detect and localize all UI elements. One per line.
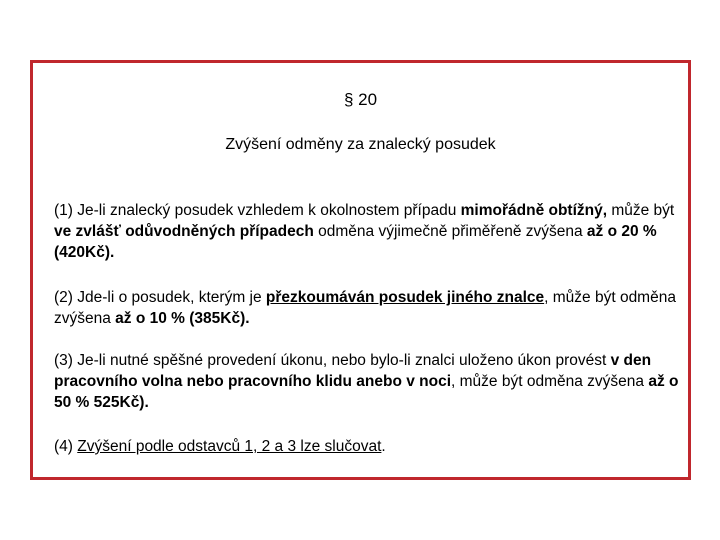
section-heading: Zvýšení odměny za znalecký posudek xyxy=(225,136,496,153)
paragraph-1-bold-a: mimořádně obtížný, xyxy=(460,202,608,219)
paragraph-1-text-a: (1) Je-li znalecký posudek vzhledem k okolnostem případu xyxy=(54,202,461,219)
paragraph-3-text-b: , může být odměna zvýšena xyxy=(451,373,649,390)
paragraph-4-underlined: Zvýšení podle odstavců 1, 2 a 3 lze slučovat xyxy=(77,438,382,455)
paragraph-1 xyxy=(54,200,686,263)
paragraph-3 xyxy=(54,350,686,413)
paragraph-4-text-a: (4) xyxy=(54,438,78,455)
paragraph-2-text-b: , může být odměna zvýšena xyxy=(54,289,676,327)
document-frame xyxy=(30,60,691,480)
paragraph-3-text-a: (3) Je-li nutné spěšné provedení úkonu, nebo bylo-li znalci uloženo úkon provést xyxy=(54,352,611,369)
paragraph-4-text-b: . xyxy=(381,438,386,455)
paragraph-2-bold-underlined: přezkoumáván posudek jiného znalce xyxy=(265,289,545,306)
paragraph-2 xyxy=(54,287,686,329)
paragraph-1-bold-c: až o 20 % (420Kč). xyxy=(54,223,657,261)
paragraph-1-text-b: může být xyxy=(607,202,675,219)
paragraph-3-bold-a: v den pracovního volna nebo pracovního klidu anebo v noci xyxy=(54,352,652,390)
section-number: § 20 xyxy=(343,90,378,109)
paragraph-4 xyxy=(54,436,686,457)
paragraph-1-bold-b: ve zvlášť odůvodněných případech xyxy=(54,223,314,240)
paragraph-1-text-c: odměna výjimečně přiměřeně zvýšena xyxy=(313,223,587,240)
paragraph-3-bold-b: až o 50 % 525Kč). xyxy=(54,373,679,411)
paragraph-2-bold: až o 10 % (385Kč). xyxy=(115,310,250,327)
paragraph-2-text-a: (2) Jde-li o posudek, kterým je xyxy=(54,289,266,306)
